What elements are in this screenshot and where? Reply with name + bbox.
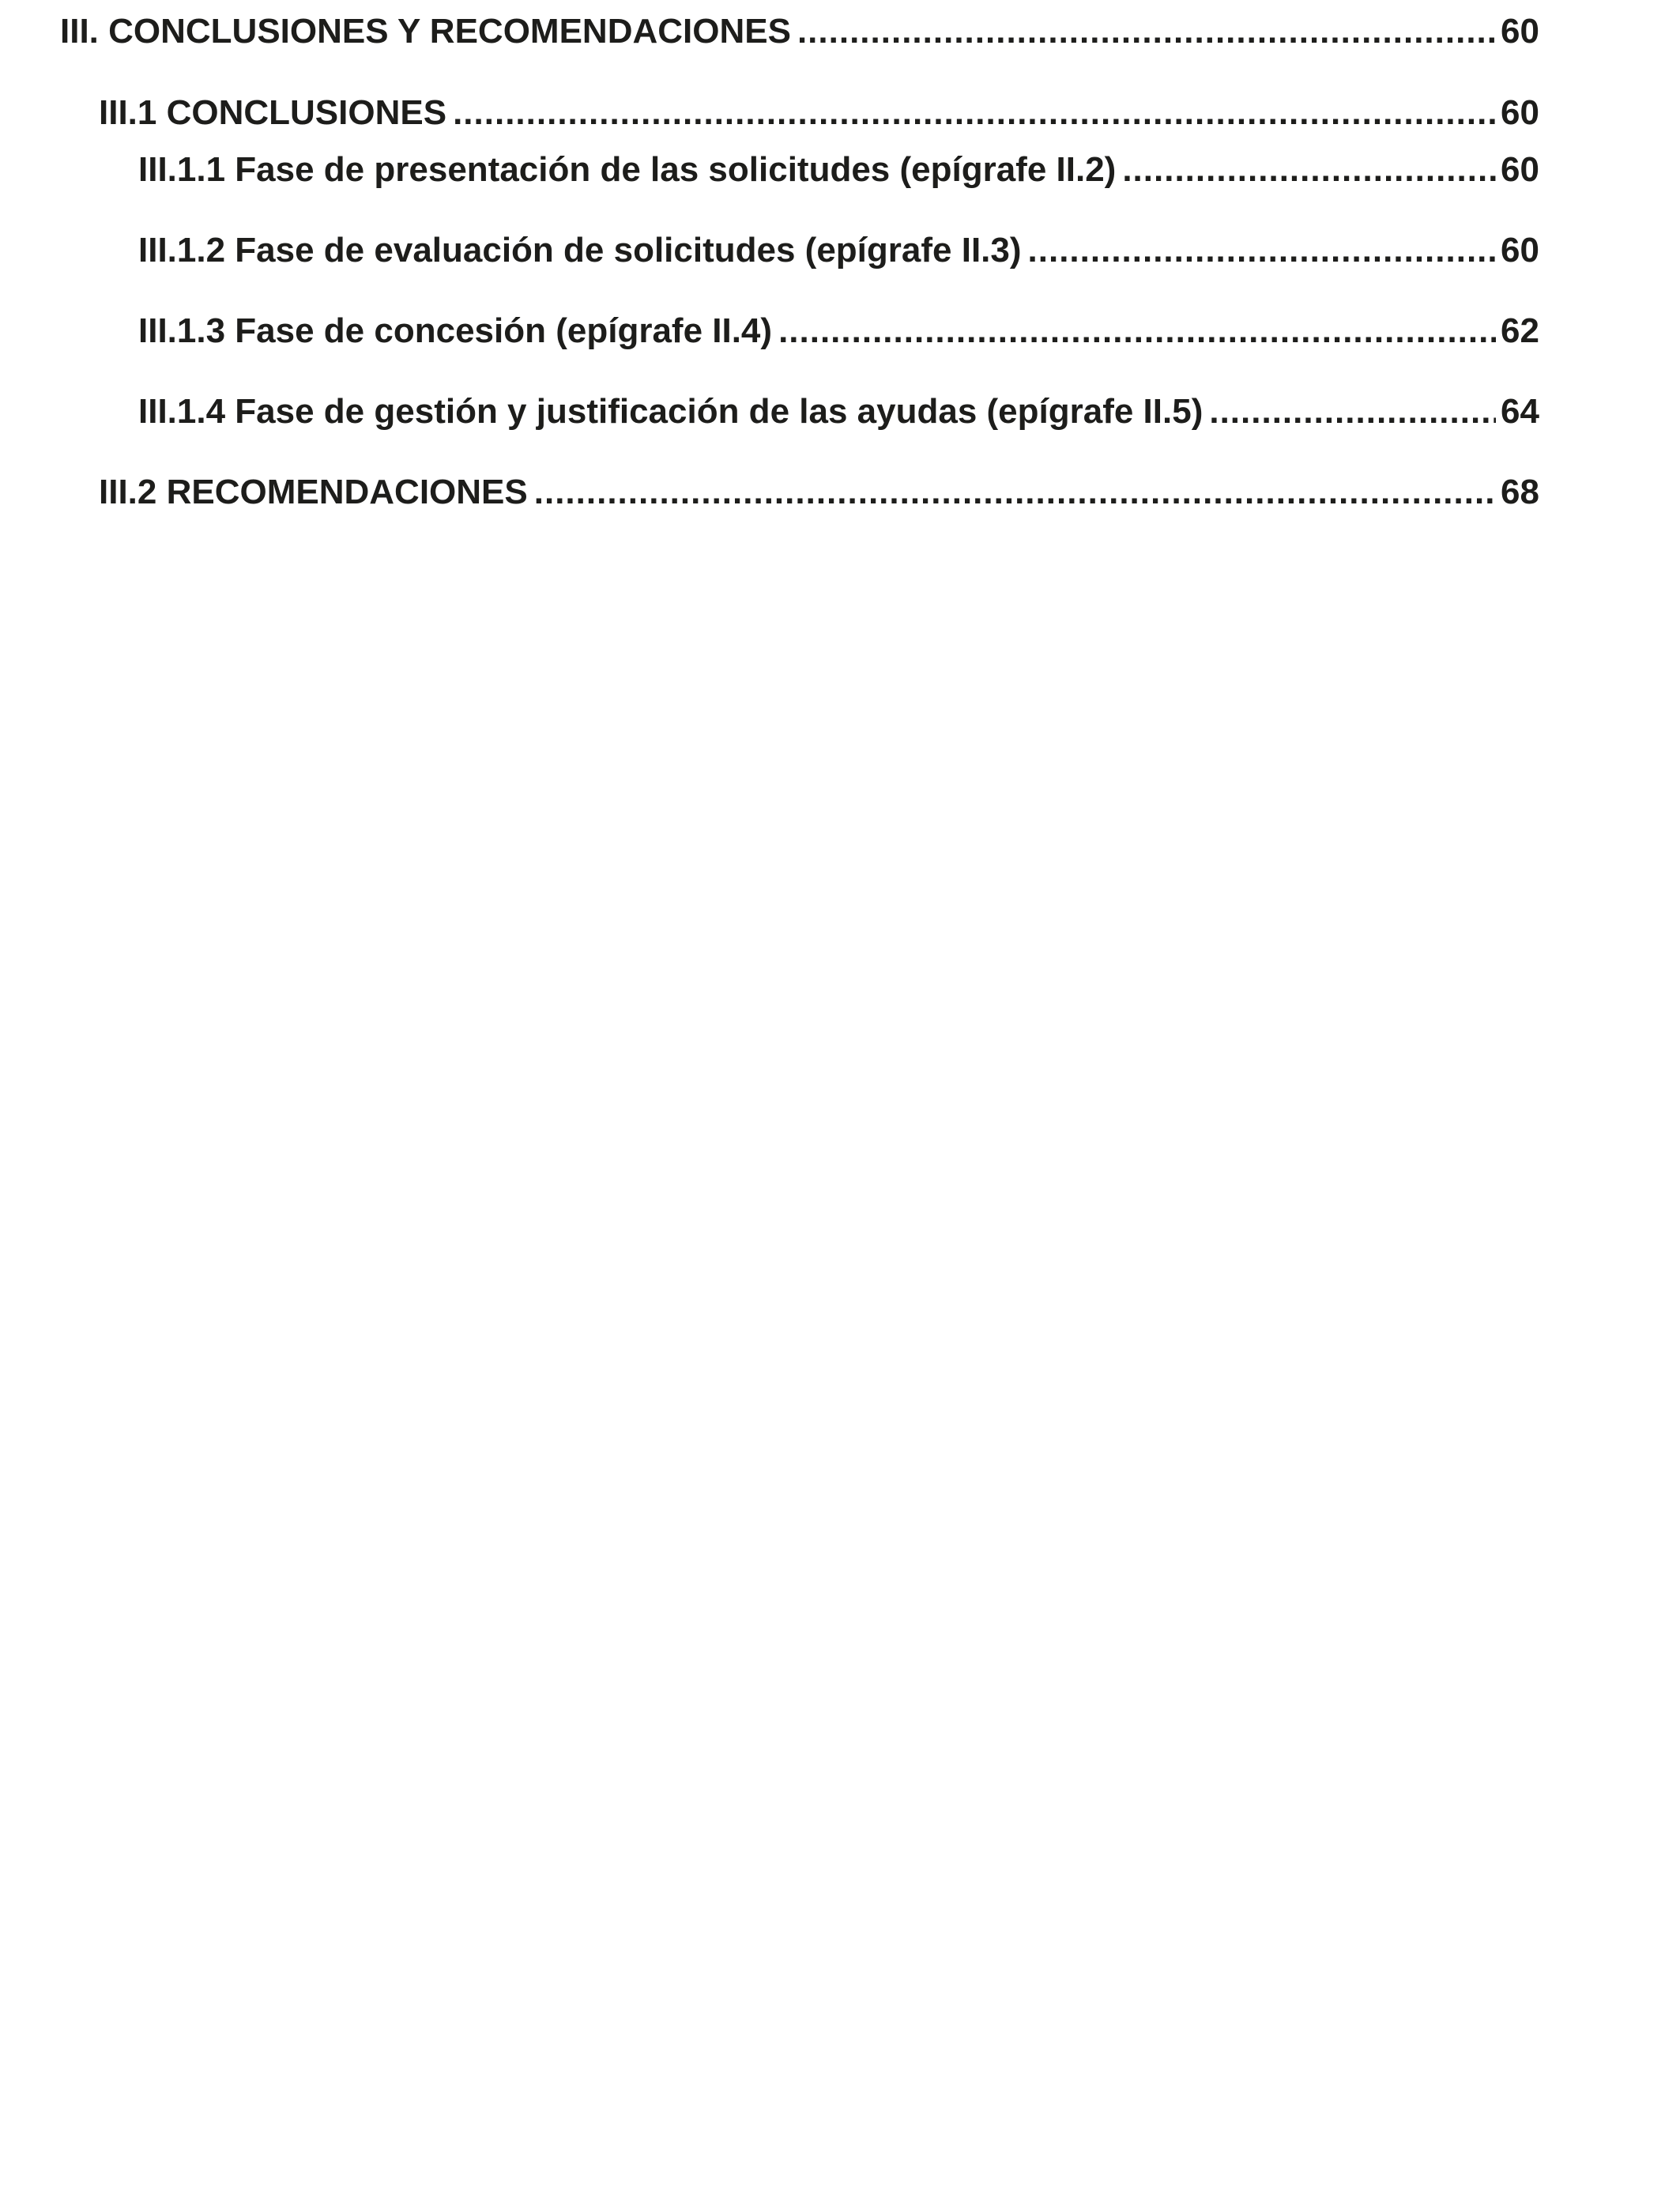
toc-entry-page-number: 62 — [1501, 311, 1539, 350]
toc-entry-fase-gestion-justificacion[interactable] — [138, 391, 1539, 432]
toc-entry-title: III.1 CONCLUSIONES — [99, 93, 447, 132]
toc-dot-leader — [1209, 391, 1496, 432]
toc-dot-leader — [453, 92, 1496, 134]
toc-dot-leader — [1122, 149, 1496, 190]
toc-entry-fase-evaluacion[interactable] — [138, 230, 1539, 271]
toc-entry-page-number: 64 — [1501, 392, 1539, 431]
toc-entry-title: III.2 RECOMENDACIONES — [99, 473, 528, 511]
toc-entry-page-number: 68 — [1501, 473, 1539, 511]
toc-dot-leader — [1028, 230, 1497, 271]
toc-entry-fase-presentacion[interactable] — [138, 149, 1539, 190]
toc-entry-title: III.1.3 Fase de concesión (epígrafe II.4) — [138, 311, 773, 350]
toc-entry-title: III.1.4 Fase de gestión y justificación de las ayudas (epígrafe II.5) — [138, 392, 1203, 431]
toc-dot-leader — [778, 311, 1496, 352]
toc-entry-title: III.1.1 Fase de presentación de las solicitudes (epígrafe II.2) — [138, 150, 1117, 189]
toc-entry-title: III.1.2 Fase de evaluación de solicitudes (epígrafe II.3) — [138, 231, 1022, 270]
toc-entry-conclusiones-y-recomendaciones[interactable] — [60, 11, 1539, 52]
toc-entry-title: III. CONCLUSIONES Y RECOMENDACIONES — [60, 12, 791, 51]
toc-entry-page-number: 60 — [1501, 93, 1539, 132]
toc-entry-page-number: 60 — [1501, 231, 1539, 270]
toc-entry-page-number: 60 — [1501, 150, 1539, 189]
toc-entry-fase-concesion[interactable] — [138, 311, 1539, 352]
toc-entry-page-number: 60 — [1501, 12, 1539, 51]
toc-entry-recomendaciones[interactable] — [99, 472, 1539, 513]
toc-entry-conclusiones[interactable] — [99, 92, 1539, 134]
toc-dot-leader — [534, 472, 1496, 513]
toc-dot-leader — [797, 11, 1496, 52]
